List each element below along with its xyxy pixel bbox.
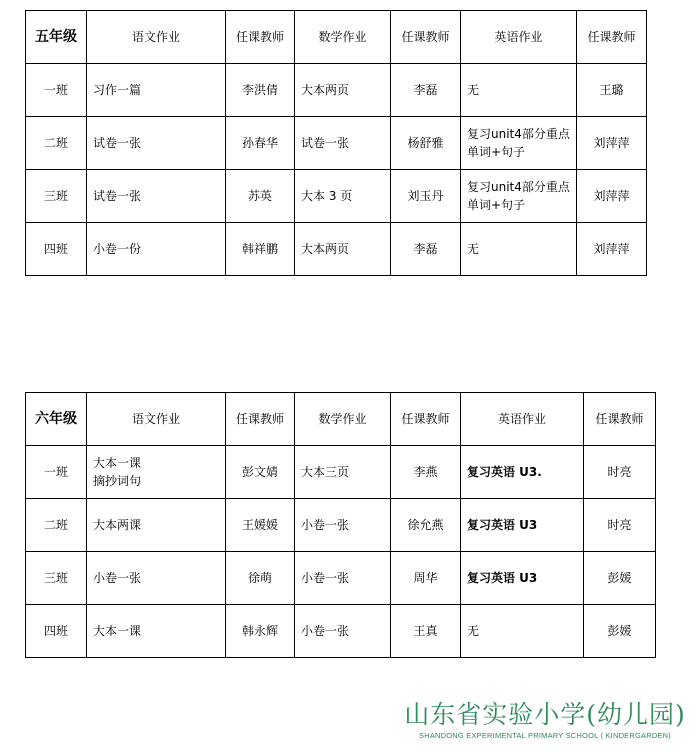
header-chinese-homework: 语文作业 — [87, 11, 226, 64]
table-row — [26, 117, 647, 170]
chinese-teacher: 王媛媛 — [226, 499, 295, 552]
chinese-homework: 大本两课 — [87, 499, 226, 552]
table-row — [26, 446, 656, 499]
chinese-teacher: 韩祥鹏 — [226, 223, 295, 276]
header-math-homework: 数学作业 — [295, 393, 391, 446]
school-logo — [398, 700, 692, 742]
chinese-homework: 习作一篇 — [87, 64, 226, 117]
math-homework: 小卷一张 — [295, 605, 391, 658]
english-teacher: 刘萍萍 — [577, 223, 647, 276]
english-teacher: 时亮 — [584, 499, 656, 552]
chinese-homework: 大本一课 摘抄词句 — [87, 446, 226, 499]
english-teacher: 刘萍萍 — [577, 117, 647, 170]
class-label: 一班 — [26, 64, 87, 117]
table-header-row — [26, 11, 647, 64]
english-homework: 复习英语 U3 — [461, 552, 584, 605]
math-homework: 大本两页 — [295, 64, 391, 117]
math-homework: 大本 3 页 — [295, 170, 391, 223]
table-row — [26, 223, 647, 276]
header-english-homework: 英语作业 — [461, 11, 577, 64]
chinese-teacher: 徐萌 — [226, 552, 295, 605]
chinese-teacher: 李洪倩 — [226, 64, 295, 117]
english-teacher: 彭媛 — [584, 605, 656, 658]
header-teacher: 任课教师 — [226, 393, 295, 446]
english-teacher: 王璐 — [577, 64, 647, 117]
english-homework: 无 — [461, 605, 584, 658]
table-row — [26, 552, 656, 605]
english-teacher: 刘萍萍 — [577, 170, 647, 223]
class-label: 二班 — [26, 499, 87, 552]
english-homework: 复习unit4部分重点单词+句子 — [461, 170, 577, 223]
school-name-chinese: 山东省实验小学(幼儿园) — [404, 700, 686, 729]
chinese-teacher: 彭文婧 — [226, 446, 295, 499]
chinese-teacher: 韩永辉 — [226, 605, 295, 658]
english-homework: 复习英语 U3. — [461, 446, 584, 499]
english-teacher: 彭媛 — [584, 552, 656, 605]
class-label: 二班 — [26, 117, 87, 170]
math-teacher: 李磊 — [391, 64, 461, 117]
chinese-homework: 大本一课 — [87, 605, 226, 658]
english-homework: 复习英语 U3 — [461, 499, 584, 552]
grade6-homework-table — [25, 392, 656, 658]
chinese-teacher: 孙春华 — [226, 117, 295, 170]
math-homework: 大本两页 — [295, 223, 391, 276]
class-label: 一班 — [26, 446, 87, 499]
math-teacher: 刘玉丹 — [391, 170, 461, 223]
header-english-homework: 英语作业 — [461, 393, 584, 446]
school-name-english: SHANDONG EXPERIMENTAL PRIMARY SCHOOL ( KINDERGARDEN) — [419, 731, 671, 740]
math-teacher: 李燕 — [391, 446, 461, 499]
math-teacher: 杨舒雅 — [391, 117, 461, 170]
class-label: 三班 — [26, 170, 87, 223]
english-homework: 复习unit4部分重点单词+句子 — [461, 117, 577, 170]
math-teacher: 徐允燕 — [391, 499, 461, 552]
header-teacher: 任课教师 — [584, 393, 656, 446]
table-row — [26, 499, 656, 552]
english-homework: 无 — [461, 223, 577, 276]
table-row — [26, 64, 647, 117]
grade-label: 六年级 — [26, 393, 87, 446]
chinese-homework: 小卷一张 — [87, 552, 226, 605]
math-teacher: 李磊 — [391, 223, 461, 276]
header-teacher: 任课教师 — [391, 393, 461, 446]
math-homework: 小卷一张 — [295, 552, 391, 605]
class-label: 四班 — [26, 605, 87, 658]
header-teacher: 任课教师 — [577, 11, 647, 64]
table-header-row — [26, 393, 656, 446]
header-chinese-homework: 语文作业 — [87, 393, 226, 446]
chinese-teacher: 苏英 — [226, 170, 295, 223]
english-homework: 无 — [461, 64, 577, 117]
class-label: 三班 — [26, 552, 87, 605]
table-row — [26, 170, 647, 223]
english-teacher: 时亮 — [584, 446, 656, 499]
math-homework: 大本三页 — [295, 446, 391, 499]
header-teacher: 任课教师 — [226, 11, 295, 64]
grade-label: 五年级 — [26, 11, 87, 64]
math-teacher: 周华 — [391, 552, 461, 605]
grade5-homework-table — [25, 10, 647, 276]
class-label: 四班 — [26, 223, 87, 276]
math-teacher: 王真 — [391, 605, 461, 658]
header-math-homework: 数学作业 — [295, 11, 391, 64]
math-homework: 试卷一张 — [295, 117, 391, 170]
chinese-homework: 试卷一张 — [87, 170, 226, 223]
header-teacher: 任课教师 — [391, 11, 461, 64]
chinese-homework: 小卷一份 — [87, 223, 226, 276]
table-row — [26, 605, 656, 658]
chinese-homework: 试卷一张 — [87, 117, 226, 170]
math-homework: 小卷一张 — [295, 499, 391, 552]
